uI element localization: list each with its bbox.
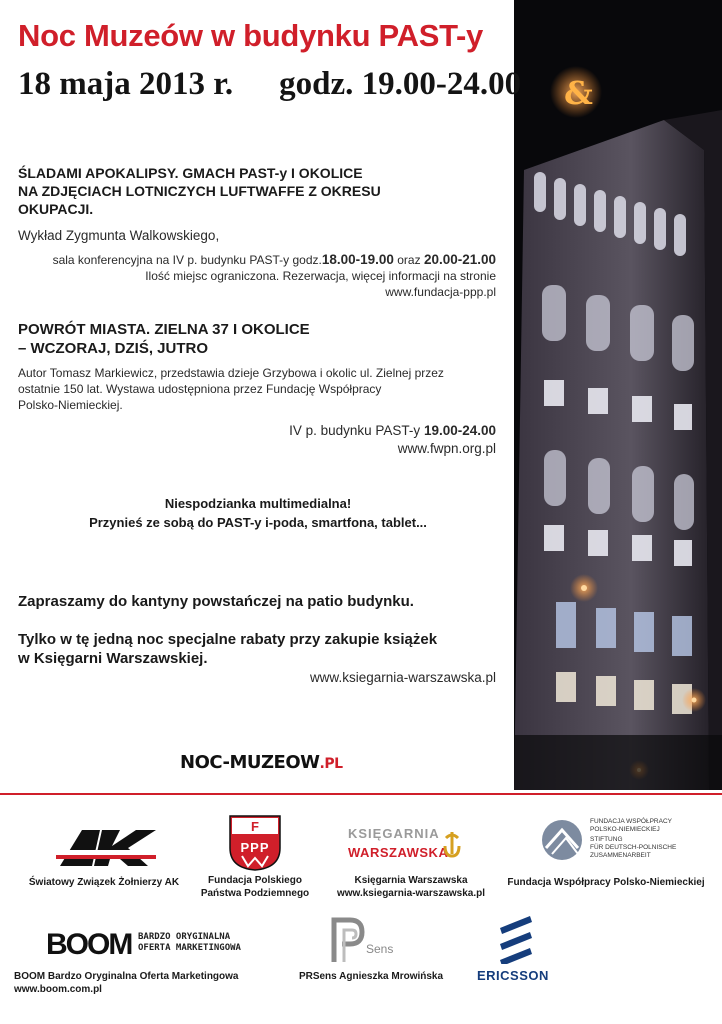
event-hours: godz. 19.00-24.00 [279, 66, 522, 102]
prsens-logo-word: Sens [366, 942, 394, 956]
fwpn-caption: Fundacja Współpracy Polsko-Niemieckiej [507, 877, 705, 888]
event2-title-line: POWRÓT MIASTA. ZIELNA 37 I OKOLICE [18, 321, 310, 338]
event2-venue-prefix: IV p. budynku PAST-y [289, 423, 424, 438]
event-date-line [18, 66, 521, 103]
event-date: 18 maja 2013 r. [18, 66, 234, 102]
fwpn-logo-line: STIFTUNG [590, 836, 623, 843]
event2-description [18, 365, 488, 413]
event2-venue [289, 423, 496, 439]
event2-url[interactable]: www.fwpn.org.pl [397, 441, 496, 456]
fppp-caption-line: Fundacja Polskiego [208, 875, 302, 886]
event2-time: 19.00-24.00 [423, 423, 496, 438]
bookstore-url[interactable]: www.ksiegarnia-warszawska.pl [309, 670, 496, 685]
prsens-logo-mark [330, 916, 370, 964]
event1-title-line: NA ZDJĘCIACH LOTNICZYCH LUFTWAFFE Z OKRESU [18, 183, 381, 199]
ak-caption: Światowy Związek Żołnierzy AK [28, 877, 180, 888]
boom-caption-line: BOOM Bardzo Oryginalna Oferta Marketingowa [14, 971, 239, 982]
fwpn-logo-line: ZUSAMMENARBEIT [590, 852, 651, 859]
event1-venue [53, 252, 496, 268]
prsens-caption: PRSens Agnieszka Mrowińska [298, 971, 444, 982]
fwpn-logo-line: POLSKO-NIEMIECKIEJ [590, 826, 660, 833]
bookstore-discount [18, 630, 437, 668]
fppp-caption-line: Państwa Podziemnego [200, 888, 310, 899]
svg-text:&: & [564, 74, 593, 112]
fwpn-logo-text [590, 818, 700, 860]
boom-caption [14, 970, 264, 996]
event1-venue-prefix: sala konferencyjna na IV p. budynku PAST-y godz. [52, 253, 322, 267]
footer-divider [0, 793, 722, 795]
ericsson-logo-word: ERICSSON [477, 968, 549, 983]
canteen-invite: Zapraszamy do kantyny powstańczej na patio budynku. [18, 593, 414, 610]
event1-title [18, 164, 381, 218]
event1-conj: oraz [393, 253, 424, 267]
event2-title [18, 320, 310, 358]
building-night-photo [514, 0, 722, 790]
discount-line: Tylko w tę jedną noc specjalne rabaty przy zakupie książek [18, 631, 438, 648]
boom-slogan-line: OFERTA MARKETINGOWA [138, 943, 241, 953]
event2-desc-line: ostatnie 150 lat. Wystawa udostępniona przez Fundację Współpracy [18, 382, 382, 396]
boom-logo-word: BOOM [46, 928, 132, 961]
surprise-line: Przynieś ze sobą do PAST-y i-poda, smartfona, tablet... [89, 515, 427, 530]
ksiegarnia-logo-line2: WARSZAWSKA [348, 845, 449, 860]
event2-desc-line: Autor Tomasz Markiewicz, przedstawia dzieje Grzybowa i okolic ul. Zielnej przez [18, 366, 444, 380]
discount-line: w Księgarni Warszawskiej. [18, 650, 208, 667]
event1-lecture: Wykład Zygmunta Walkowskiego, [18, 228, 220, 243]
boom-caption-line[interactable]: www.boom.com.pl [14, 984, 102, 995]
ksiegarnia-logo-line1: KSIĘGARNIA [348, 826, 440, 841]
multimedia-surprise [18, 494, 498, 532]
boom-slogan-line: BARDZO ORYGINALNA [138, 932, 231, 942]
noc-muzeow-logo-main: NOC-MUZEOW [180, 752, 320, 773]
event1-title-line: OKUPACJI. [18, 201, 94, 217]
page-title: Noc Muzeów w budynku PAST-y [18, 18, 483, 53]
fppp-logo [228, 814, 282, 872]
ksiegarnia-caption [326, 874, 496, 900]
svg-text:F: F [251, 819, 259, 834]
fwpn-logo-icon [540, 818, 584, 862]
surprise-line: Niespodzianka multimedialna! [164, 496, 352, 511]
fwpn-logo-line: FÜR DEUTSCH-POLNISCHE [590, 844, 677, 851]
ericsson-logo-icon [496, 914, 536, 964]
event1-note: Ilość miejsc ograniczona. Rezerwacja, więcej informacji na stronie [145, 269, 496, 283]
event1-title-line: ŚLADAMI APOKALIPSY. GMACH PAST-y I OKOLICE [18, 165, 363, 181]
anchor-sign-icon [442, 830, 462, 860]
svg-text:PPP: PPP [240, 840, 270, 855]
boom-logo-slogan [138, 932, 241, 954]
ak-logo [52, 826, 162, 870]
event1-url[interactable]: www.fundacja-ppp.pl [385, 285, 496, 299]
event2-desc-line: Polsko-Niemieckiej. [18, 398, 123, 412]
event1-time2: 20.00-21.00 [423, 252, 496, 267]
fppp-caption [180, 874, 330, 900]
event1-time1: 18.00-19.00 [321, 252, 394, 267]
noc-muzeow-logo[interactable] [180, 752, 343, 773]
noc-muzeow-logo-suffix: .PL [319, 756, 343, 772]
fwpn-logo-line: FUNDACJA WSPÓŁPRACY [590, 818, 672, 825]
event2-title-line: – WCZORAJ, DZIŚ, JUTRO [18, 340, 209, 357]
ksiegarnia-caption-line: Księgarnia Warszawska [354, 875, 468, 886]
ksiegarnia-caption-line[interactable]: www.ksiegarnia-warszawska.pl [336, 888, 486, 899]
